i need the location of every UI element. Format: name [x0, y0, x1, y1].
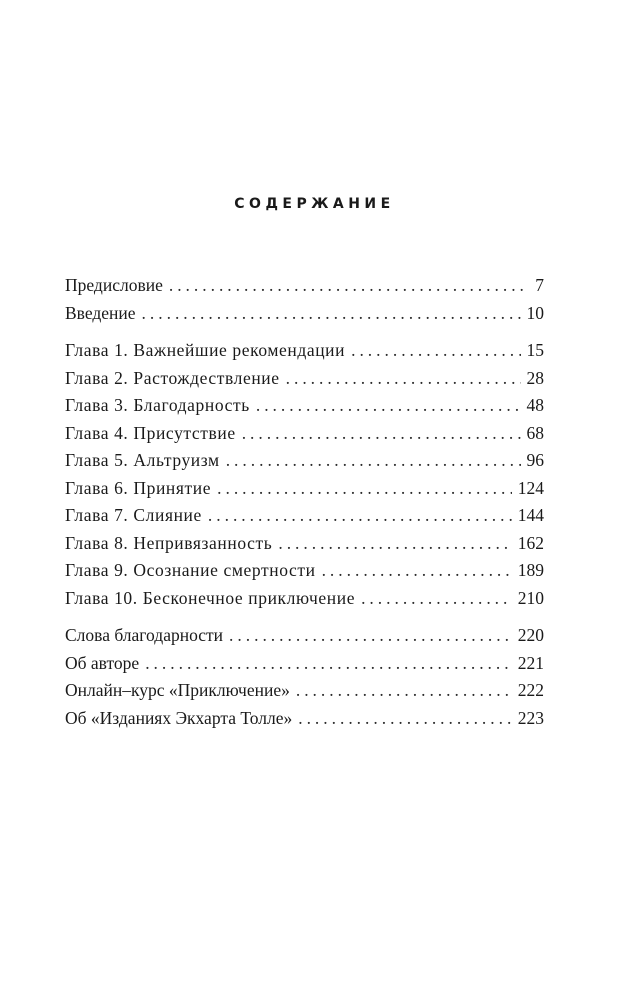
- dot-leader: [142, 300, 521, 328]
- toc-entry-title: Глава 1. Важнейшие рекомендации: [65, 340, 346, 360]
- toc-entry[interactable]: [65, 677, 544, 705]
- toc-entry[interactable]: [65, 365, 544, 393]
- page-title: СОДЕРЖАНИЕ: [234, 196, 395, 212]
- toc-entry-title: Предисловие: [65, 275, 163, 295]
- toc-entry[interactable]: [65, 392, 544, 420]
- dot-leader: [278, 530, 511, 558]
- dot-leader: [169, 272, 529, 300]
- toc-entry-page: 189: [517, 560, 544, 580]
- toc-entry-page: 223: [517, 707, 544, 728]
- toc-entry[interactable]: [65, 650, 544, 678]
- toc-entry-title: Слова благодарности: [65, 625, 224, 645]
- dot-leader: [361, 585, 512, 613]
- toc-entry-page: 68: [526, 422, 544, 443]
- toc-entry-title: Глава 5. Альтруизм: [65, 450, 220, 470]
- toc-entry-title: Глава 8. Непривязанность: [65, 532, 273, 553]
- toc-entry[interactable]: [65, 337, 544, 365]
- toc-entry-page: 162: [517, 532, 544, 553]
- toc-entry-title: Глава 7. Слияние: [65, 505, 202, 525]
- toc-entry-title: Глава 4. Присутствие: [65, 422, 236, 443]
- toc-entry-page: 144: [517, 505, 544, 525]
- toc-entry-title: Об «Изданиях Экхарта Толле»: [65, 707, 293, 728]
- toc-entry-title: Онлайн–курс «Приключение»: [65, 680, 290, 700]
- dot-leader: [351, 337, 520, 365]
- toc-entry-page: 222: [517, 680, 544, 700]
- toc-entry-page: 28: [526, 367, 544, 388]
- toc-entry-page: 124: [517, 477, 544, 498]
- toc-entry-page: 7: [535, 275, 544, 295]
- dot-leader: [145, 650, 512, 678]
- dot-leader: [217, 475, 512, 503]
- toc-entry-page: 210: [517, 587, 544, 608]
- toc-entry[interactable]: [65, 705, 544, 733]
- toc-entry[interactable]: [65, 585, 544, 613]
- toc-group-chapters: [65, 337, 544, 612]
- toc-entry[interactable]: [65, 447, 544, 475]
- toc-entry-page: 221: [517, 652, 544, 673]
- toc-entry-page: 10: [526, 302, 544, 323]
- toc-entry[interactable]: [65, 420, 544, 448]
- toc-entry[interactable]: [65, 622, 544, 650]
- dot-leader: [226, 447, 521, 475]
- toc-entry[interactable]: [65, 557, 544, 585]
- toc-entry-page: 220: [517, 625, 544, 645]
- toc-entry-title: Глава 9. Осознание смертности: [65, 560, 316, 580]
- toc-entry-title: Глава 10. Бесконечное приключение: [65, 587, 356, 608]
- toc-entry[interactable]: [65, 475, 544, 503]
- toc-entry-title: Глава 3. Благодарность: [65, 395, 250, 415]
- toc-entry-page: 15: [526, 340, 544, 360]
- dot-leader: [296, 677, 512, 705]
- dot-leader: [286, 365, 521, 393]
- toc-entry-page: 48: [526, 395, 544, 415]
- toc-group-back-matter: [65, 622, 544, 732]
- dot-leader: [208, 502, 512, 530]
- toc-entry[interactable]: [65, 530, 544, 558]
- table-of-contents: [65, 272, 544, 742]
- toc-entry-title: Глава 2. Растождествление: [65, 367, 280, 388]
- toc-entry-page: 96: [526, 450, 544, 470]
- dot-leader: [229, 622, 512, 650]
- toc-entry[interactable]: [65, 300, 544, 328]
- toc-entry-title: Введение: [65, 302, 136, 323]
- dot-leader: [298, 705, 512, 733]
- toc-entry-title: Об авторе: [65, 652, 140, 673]
- toc-entry[interactable]: [65, 502, 544, 530]
- dot-leader: [322, 557, 512, 585]
- toc-entry-title: Глава 6. Принятие: [65, 477, 212, 498]
- dot-leader: [242, 420, 521, 448]
- toc-entry[interactable]: [65, 272, 544, 300]
- dot-leader: [256, 392, 521, 420]
- toc-group-front-matter: [65, 272, 544, 327]
